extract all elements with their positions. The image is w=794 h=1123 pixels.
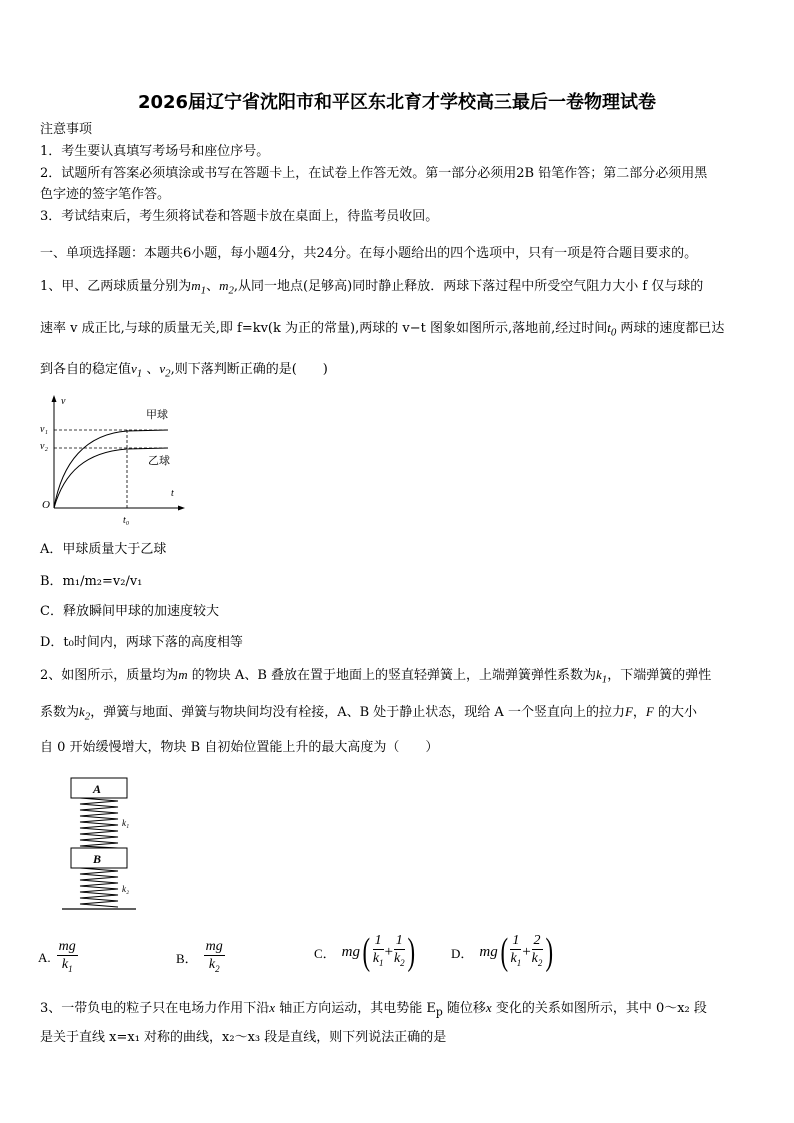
q3-ep-sub: p [435,1005,443,1019]
q3-text-b: 轴正方向运动，其电势能 E [275,1001,436,1016]
x-axis-label: t [171,488,174,499]
curve-jia-label: 甲球 [146,408,168,421]
q2-option-b[interactable] [176,938,225,978]
q2-option-d-frac2: $\frac{2}{k_2}$ [531,933,543,968]
block-b-label: B [93,852,102,866]
q2-option-d-mg: mg [479,943,498,960]
q2-m: m [178,667,188,682]
q2-text-e: ，弹簧与地面、弹簧与物块间均没有栓接，A、B 处于静止状态，现给 A 一个竖直向上的拉力 [90,705,625,720]
q2-spring-figure [60,776,150,912]
q2-text-d: 系数为 [40,705,80,720]
q3-x1: x [269,1000,276,1015]
q2-text-a: 2、如图所示，质量均为 [40,668,179,683]
q1-line-2 [40,320,724,341]
q1-option-c[interactable]: C．释放瞬间甲球的加速度较大 [40,604,219,619]
q2-option-d[interactable]: D． mg( $\frac{1}{k_1}$ + $\frac{2}{k_2}$ ) [451,931,553,973]
q2-line-3: 自 0 开始缓慢增大，物块 B 自初始位置能上升的最大高度为（ ） [40,740,439,755]
q1-v2: $v_2$ [159,361,171,380]
q1-line-1 [40,278,703,299]
q3-line-1 [40,1000,707,1021]
q2-option-b-frac: $\frac{mg}{k_2}$ [205,939,223,974]
q1-vt-graph [36,392,186,528]
q3-line-2: 是关于直线 x=x₁ 对称的曲线，x₂～x₃ 段是直线，则下列说法正确的是 [40,1030,447,1045]
q2-option-d-label: D． [451,945,474,961]
curve-yi-label: 乙球 [148,454,170,467]
q1-text-a: 1、甲、乙两球质量分别为 [40,279,192,294]
q2-text-c: ，下端弹簧的弹性 [607,668,712,683]
notice-heading: 注意事项 [40,122,93,137]
q2-F1: F [624,704,633,719]
q1-option-b[interactable]: B．m₁/m₂=v₂/v₁ [40,574,143,589]
notice-item-2: 2．试题所有答案必须填涂或书写在答题卡上，在试卷上作答无效。第一部分必须用2B 铅笔作答；第二部分必须用黑 [40,166,708,181]
q2-line-1 [40,667,711,688]
spring-k2 [80,868,118,907]
q2-line-2 [40,704,697,725]
spring-k2-label: k₂ [122,884,130,894]
q2-option-b-label: B． [176,951,198,967]
q3-text-a: 3、一带负电的粒子只在电场力作用下沿 [40,1001,270,1016]
q1-text-d: 两球的速度都已达 [616,321,725,336]
q2-option-c-frac1: $\frac{1}{k_1}$ [372,933,384,968]
q2-option-c-label: C． [314,945,336,961]
q2-option-d-frac1: $\frac{1}{k_1}$ [510,933,522,968]
q2-k2: $k_2$ [79,704,91,723]
q2-k1: $k_1$ [596,667,608,686]
q1-option-d[interactable]: D．t₀时间内，两球下落的高度相等 [40,635,243,650]
q1-m2: $m_2$ [219,278,234,297]
q1-m1: $m_1$ [191,278,207,297]
q2-option-a-label: A. [38,949,51,965]
q2-text-f: 的大小 [653,705,698,720]
notice-item-1: 1．考生要认真填写考场号和座位序号。 [40,144,270,159]
q2-option-c-mg: mg [341,943,361,960]
q1-option-a[interactable]: A．甲球质量大于乙球 [40,542,167,557]
origin-label: O [42,499,50,511]
spring-k1 [80,798,118,848]
q3-text-d: 变化的关系如图所示，其中 0～x₂ 段 [491,1001,707,1016]
notice-item-2-cont: 色字迹的签字笔作答。 [40,187,171,202]
q1-text-b: ,从同一地点(足够高)同时静止释放．两球下落过程中所受空气阻力大小 f 仅与球的 [233,279,704,294]
q1-text-f: ,则下落判断正确的是( ) [170,362,328,377]
page-title: 2026届辽宁省沈阳市和平区东北育才学校高三最后一卷物理试卷 [137,92,657,113]
spring-k1-label: k₁ [122,818,130,828]
q2-option-a-frac: $\frac{mg}{k_1}$ [58,939,76,974]
block-a-label: A [93,782,102,796]
q3-x2: x [485,1000,492,1015]
q2-option-d-plus: + [521,943,532,960]
section-heading: 一、单项选择题：本题共6小题，每小题4分，共24分。在每小题给出的四个选项中，只有一项是符合题目要求的。 [40,246,698,261]
q1-line-3 [40,361,328,382]
q1-sep2: 、 [142,362,160,377]
q3-text-c: 随位移 [442,1001,486,1016]
q1-sep: 、 [206,279,220,294]
q2-text-b: 的物块 A、B 叠放在置于地面上的竖直轻弹簧上，上端弹簧弹性系数为 [187,668,597,683]
q2-option-c-frac2: $\frac{1}{k_2}$ [393,933,405,968]
v2-tick-label: v₂ [40,441,48,452]
q1-v1: $v_1$ [131,361,143,380]
q2-option-a[interactable] [38,938,78,978]
q1-text-e: 到各自的稳定值 [40,362,132,377]
v1-tick-label: v₁ [40,424,48,435]
t0-tick-label: t₀ [123,515,130,526]
q2-F2: F [645,704,654,719]
y-axis-label: v [61,396,66,407]
q2-option-c-plus: + [383,943,394,960]
q1-text-c: 速率 v 成正比,与球的质量无关,即 f=kv(k 为正的常量),两球的 v−t 图象如图所示,落地前,经过时间 [40,321,608,336]
notice-item-3: 3．考试结束后，考生须将试卷和答题卡放在桌面上，待监考员收回。 [40,209,439,224]
q2-sep: ， [632,705,646,720]
q2-option-c[interactable]: C． mg( $\frac{1}{k_1}$ + $\frac{1}{k_2}$ ) [314,931,415,973]
q1-t0: $t_0$ [607,320,617,339]
